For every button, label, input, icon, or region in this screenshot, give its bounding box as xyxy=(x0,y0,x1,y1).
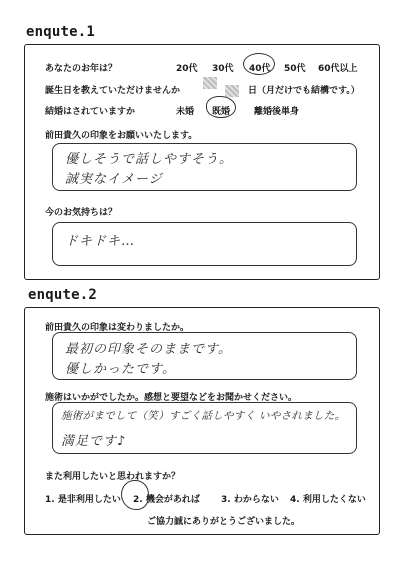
impression-question: 前田貴久の印象をお願いいたします。 xyxy=(45,131,198,141)
feedback-question: 施術はいかがでしたか。感想と要望などをお聞かせください。 xyxy=(45,393,298,403)
feedback-answer-box[interactable] xyxy=(52,402,357,454)
section1-heading: enqute.1 xyxy=(26,24,96,40)
section2-heading: enqute.2 xyxy=(28,287,98,303)
impression-change-question: 前田貴久の印象は変わりましたか。 xyxy=(45,323,190,333)
age-selected-circle xyxy=(243,53,275,75)
thanks-message: ご協力誠にありがとうございました。 xyxy=(147,517,301,527)
reuse-question: また利用したいと思われますか？ xyxy=(45,472,181,482)
birthday-month-redacted xyxy=(203,77,217,89)
impression-change-line-2: 優しかったです。 xyxy=(65,362,176,377)
age-question: あなたのお年は？ xyxy=(45,64,118,74)
impression-answer-box[interactable] xyxy=(52,143,357,191)
feeling-question: 今のお気持ちは？ xyxy=(45,208,118,218)
marital-selected-circle xyxy=(206,96,236,118)
marital-option-divorced[interactable]: 離婚後単身 xyxy=(254,107,300,117)
impression-change-line-1: 最初の印象そのままです。 xyxy=(65,342,232,357)
age-option-50s[interactable]: 50代 xyxy=(284,64,306,74)
marital-question: 結婚はされていますか xyxy=(45,107,136,117)
reuse-option-2[interactable]: 2. 機会があれば xyxy=(133,495,200,505)
impression-change-answer-box[interactable] xyxy=(52,332,357,380)
marital-option-single[interactable]: 未婚 xyxy=(176,107,195,117)
feeling-answer-box[interactable] xyxy=(52,222,357,266)
birthday-suffix: 日（月だけでも結構です。） xyxy=(248,86,360,96)
age-option-60s-plus[interactable]: 60代以上 xyxy=(318,64,358,74)
feeling-answer-line-1: ドキドキ… xyxy=(65,234,136,249)
reuse-option-1[interactable]: 1. 是非利用したい xyxy=(45,495,121,505)
age-option-40s[interactable]: 40代 xyxy=(249,64,271,74)
age-option-30s[interactable]: 30代 xyxy=(212,64,234,74)
feedback-answer-line-1: 施術がまでして（笑）すごく話しやすく いやされました。 xyxy=(61,410,346,422)
reuse-selected-circle xyxy=(121,480,149,510)
birthday-day-redacted xyxy=(225,85,239,97)
reuse-option-3[interactable]: 3. わからない xyxy=(221,495,279,505)
age-option-20s[interactable]: 20代 xyxy=(176,64,198,74)
feedback-answer-line-2: 満足です♪ xyxy=(61,434,127,449)
reuse-option-4[interactable]: 4. 利用したくない xyxy=(290,495,366,505)
marital-option-married[interactable]: 既婚 xyxy=(212,107,231,117)
impression-answer-line-1: 優しそうで話しやすそう。 xyxy=(65,152,234,167)
impression-answer-line-2: 誠実なイメージ xyxy=(65,172,163,187)
birthday-question: 誕生日を教えていただけませんか xyxy=(45,86,181,96)
